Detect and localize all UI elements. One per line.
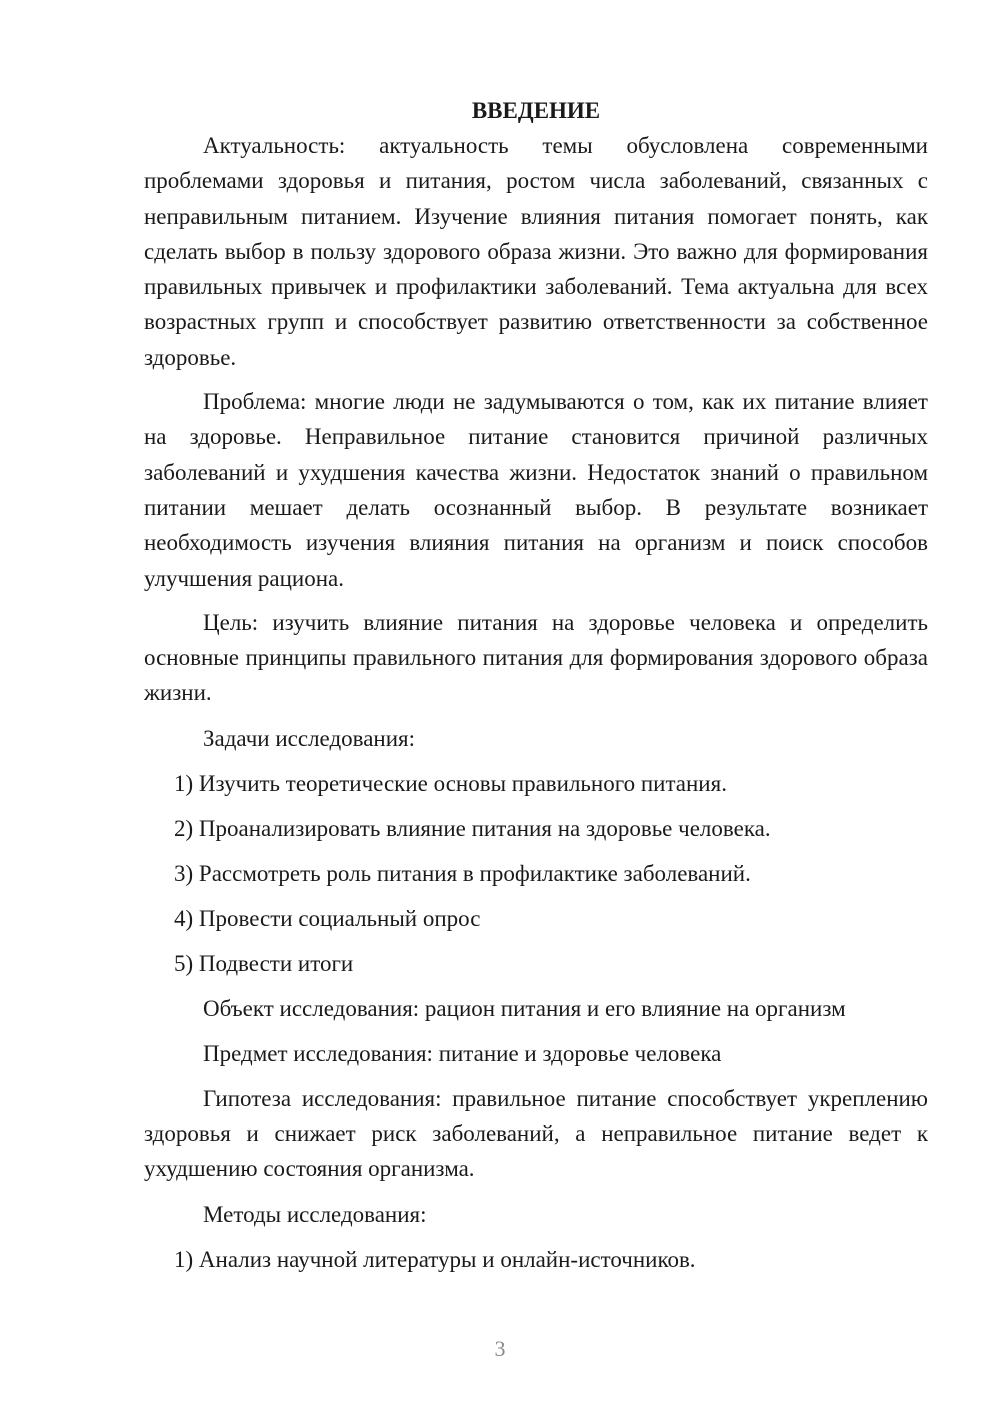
research-object: Объект исследования: рацион питания и его влияние на организм bbox=[203, 995, 846, 1021]
task-item: 1) Изучить теоретические основы правильного питания. bbox=[174, 770, 727, 796]
research-subject: Предмет исследования: питание и здоровье человека bbox=[203, 1040, 722, 1066]
page-number: 3 bbox=[494, 1336, 506, 1361]
methods-title: Методы исследования: bbox=[203, 1201, 427, 1227]
task-item: 3) Рассмотреть роль питания в профилактике заболеваний. bbox=[174, 860, 751, 886]
problem-paragraph: Проблема: многие люди не задумываются о том, как их питание влияет на здоровье. Неправильное питание становится причиной различных заболеваний и ухудшения качества жизни. Недостаток знаний о правильном питании мешает делать осознанный выбор. В результате возникает необходимость изучения влияния питания на организм и поиск способов улучшения рациона. bbox=[144, 389, 928, 591]
section-heading: ВВЕДЕНИЕ bbox=[471, 98, 601, 123]
relevance-paragraph: Актуальность: актуальность темы обусловлена современными проблемами здоровья и питания, ростом числа заболеваний, связанных с неправильным питанием. Изучение влияния питания помогает понять, как сделать выбор в пользу здорового образа жизни. Это важно для формирования правильных привычек и профилактики заболеваний. Тема актуальна для всех возрастных групп и способствует развитию ответственности за собственное здоровье. bbox=[144, 133, 928, 370]
goal-paragraph: Цель: изучить влияние питания на здоровье человека и определить основные принципы правильного питания для формирования здорового образа жизни. bbox=[144, 609, 928, 706]
task-item: 4) Провести социальный опрос bbox=[174, 905, 481, 931]
hypothesis-paragraph: Гипотеза исследования: правильное питание способствует укреплению здоровья и снижает риск заболеваний, а неправильное питание ведет к ухудшению состояния организма. bbox=[144, 1085, 928, 1182]
method-item: 1) Анализ научной литературы и онлайн-источников. bbox=[174, 1246, 696, 1272]
task-item: 5) Подвести итоги bbox=[174, 950, 354, 976]
task-item: 2) Проанализировать влияние питания на здоровье человека. bbox=[174, 815, 771, 841]
tasks-title: Задачи исследования: bbox=[203, 725, 416, 751]
page-content bbox=[144, 94, 928, 1277]
